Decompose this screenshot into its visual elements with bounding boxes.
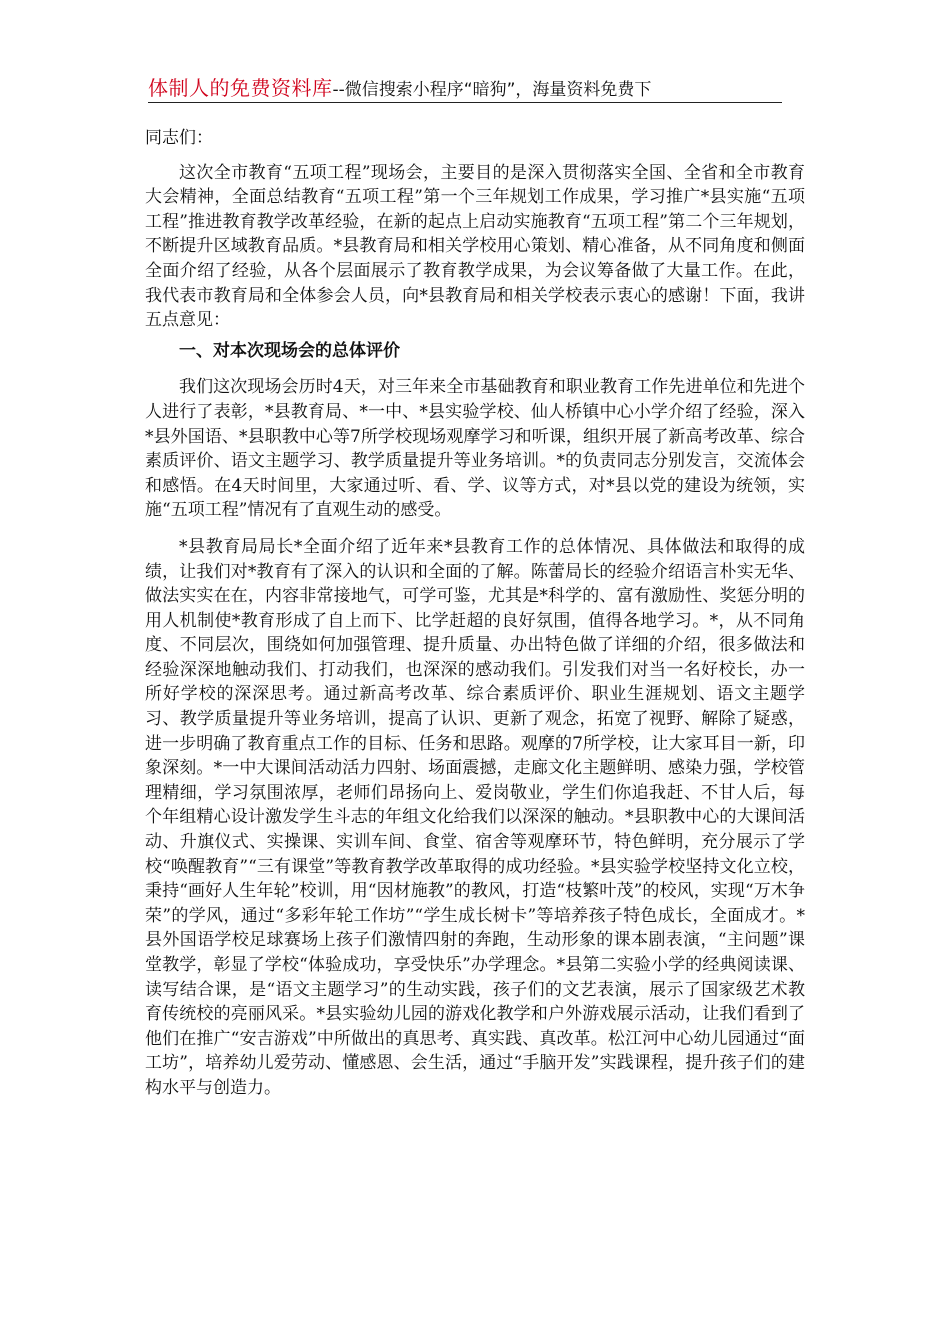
header-subtitle: --微信搜索小程序“暗狗”，海量资料免费下 (332, 80, 652, 100)
header-title: 体制人的免费资料库 (148, 76, 333, 100)
body-paragraph-2: *县教育局局长*全面介绍了近年来*县教育工作的总体情况、具体做法和取得的成绩，让我们对*教育有了深入的认识和全面的了解。陈蕾局长的经验介绍语言朴实无华、做法实实在在，内容非常接地气，可学可鉴，尤其是*科学的、富有激励性、奖惩分明的用人机制使*教育形成了自上而下、比学赶超的良好氛围，值得各地学习。*，从不同角度、不同层次，围绕如何加强管理、提升质量、办出特色做了详细的介绍，很多做法和经验深深地触动我们、打动我们，也深深的感动我们。引发我们对当一名好校长，办一所好学校的深深思考。通过新高考改革、综合素质评价、职业生涯规划、语文主题学习、教学质量提升等业务培训，提高了认识、更新了观念，拓宽了视野、解除了疑惑，进一步明确了教育重点工作的目标、任务和思路。观摩的7所学校，让大家耳目一新，印象深刻。*一中大课间活动活力四射、场面震撼，走廊文化主题鲜明、感染力强，学校管理精细，学习氛围浓厚，老师们昂扬向上、爱岗敬业，学生们你追我赶、不甘人后，每个年组精心设计激发学生斗志的年组文化给我们以深深的触动。*县职教中心的大课间活动、升旗仪式、实操课、实训车间、食堂、宿舍等观摩环节，特色鲜明，充分展示了学校“唤醒教育”“三有课堂”等教育教学改革取得的成功经验。*县实验学校坚持文化立校，秉持“画好人生年轮”校训，用“因材施教”的教风，打造“枝繁叶茂”的校风，实现“万木争荣”的学风，通过“多彩年轮工作坊”“学生成长树卡”等培养孩子特色成长，全面成才。*县外国语学校足球赛场上孩子们激情四射的奔跑，生动形象的课本剧表演，“主问题”课堂教学，彰显了学校“体验成功，享受快乐”办学理念。*县第二实验小学的经典阅读课、读写结合课，是“语文主题学习”的生动实践，孩子们的文艺表演，展示了国家级艺术教育传统校的亮丽风采。*县实验幼儿园的游戏化教学和户外游戏展示活动，让我们看到了他们在推广“安吉游戏”中所做出的真思考、真实践、真改革。松江河中心幼儿园通过“面工坊”，培养幼儿爱劳动、懂感恩、会生活，通过“手脑开发”实践课程，提升孩子们的建构水平与创造力。 (145, 536, 805, 1098)
body-paragraph-1: 我们这次现场会历时4天，对三年来全市基础教育和职业教育工作先进单位和先进个人进行了表彰，*县教育局、*一中、*县实验学校、仙人桥镇中心小学介绍了经验，深入*县外国语、*县职教中心等7所学校现场观摩学习和听课，组织开展了新高考改革、综合素质评价、语文主题学习、教学质量提升等业务培训。*的负责同志分别发言，交流体会和感悟。在4天时间里，大家通过听、看、学、议等方式，对*县以党的建设为统领，实施“五项工程”情况有了直观生动的感受。 (145, 377, 805, 521)
salutation: 同志们： (145, 128, 213, 148)
section-heading-1: 一、对本次现场会的总体评价 (179, 340, 400, 361)
page-header (148, 72, 782, 103)
intro-paragraph: 这次全市教育“五项工程”现场会，主要目的是深入贯彻落实全国、全省和全市教育大会精神，全面总结教育“五项工程”第一个三年规划工作成果，学习推广*县实施“五项工程”推进教育教学改革经验，在新的起点上启动实施教育“五项工程”第二个三年规划，不断提升区域教育品质。*县教育局和相关学校用心策划、精心准备，从不同角度和侧面全面介绍了经验，从各个层面展示了教育教学成果，为会议筹备做了大量工作。在此，我代表市教育局和全体参会人员，向*县教育局和相关学校表示衷心的感谢！下面，我讲五点意见： (145, 162, 805, 331)
document-body (145, 126, 805, 1101)
